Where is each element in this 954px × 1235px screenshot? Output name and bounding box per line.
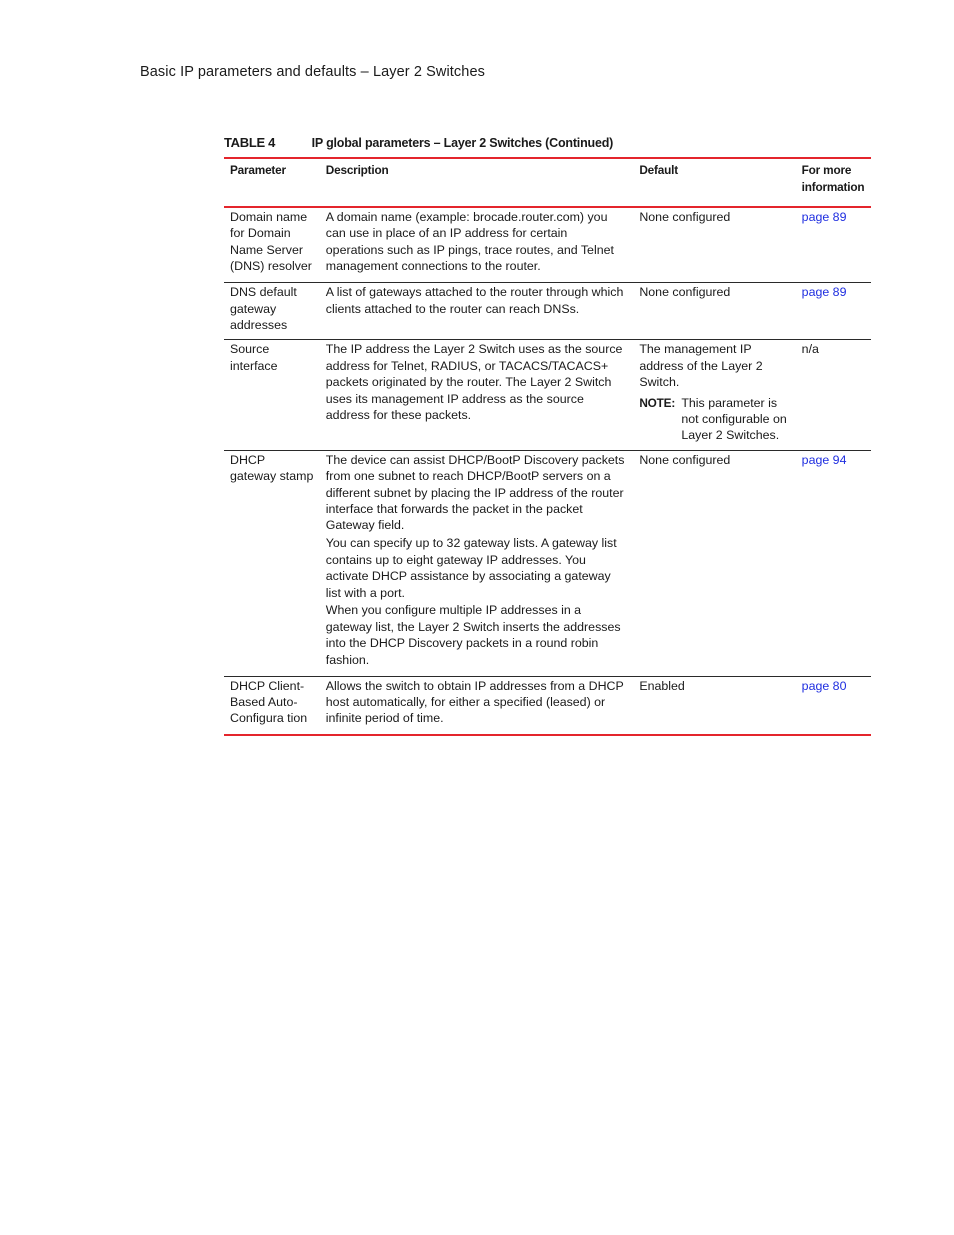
- note-block: [639, 395, 789, 444]
- table-row: [224, 207, 871, 283]
- note-label: NOTE:: [639, 395, 676, 410]
- table-caption: [224, 135, 613, 150]
- description-paragraph: When you configure multiple IP addresses in a gateway list, the Layer 2 Switch inserts the addresses into the DHCP Discovery packets in a round robin fashion.: [325, 603, 621, 667]
- table-row: [224, 450, 871, 676]
- cell-default: None configured: [633, 450, 795, 676]
- cell-default: Enabled: [633, 676, 795, 735]
- cell-more-info: n/a: [796, 340, 871, 450]
- cell-default: None configured: [633, 207, 795, 283]
- table-row: [224, 676, 871, 735]
- page-link[interactable]: page 89: [801, 285, 847, 300]
- ip-parameters-table: [224, 157, 871, 736]
- header-description: Description: [320, 158, 634, 207]
- cell-default: [633, 340, 795, 450]
- table-row: [224, 283, 871, 340]
- page-link[interactable]: page 89: [801, 210, 847, 224]
- table-title: IP global parameters – Layer 2 Switches (Continued): [311, 136, 614, 150]
- header-more-info: For more information: [796, 158, 871, 207]
- cell-parameter: Domain name for Domain Name Server (DNS) resolver: [224, 207, 320, 283]
- table-row: [224, 340, 871, 450]
- cell-default: None configured: [633, 283, 795, 340]
- description-paragraph: A list of gateways attached to the router through which clients attached to the router can reach DNSs.: [325, 285, 624, 316]
- running-header: Basic IP parameters and defaults – Layer 2 Switches: [140, 64, 485, 80]
- note-text: This parameter is not configurable on Layer 2 Switches.: [681, 395, 787, 443]
- description-paragraph: You can specify up to 32 gateway lists. A gateway list contains up to eight gateway IP addresses. You activate DHCP assistance by associating a gateway list with a port.: [325, 536, 617, 600]
- cell-more-info: [796, 207, 871, 283]
- page-link[interactable]: page 80: [801, 678, 847, 693]
- table-number: TABLE 4: [224, 135, 276, 150]
- page-link[interactable]: page 94: [801, 452, 847, 467]
- cell-description: [320, 207, 634, 283]
- header-parameter: Parameter: [224, 158, 320, 207]
- description-paragraph: The IP address the Layer 2 Switch uses as the source address for Telnet, RADIUS, or TACACS/TACACS+ packets originated by the router. The Layer 2 Switch uses its management IP address as the source address for these packets.: [325, 342, 623, 422]
- cell-description: [320, 676, 634, 735]
- cell-parameter: DNS default gateway addresses: [224, 283, 320, 340]
- cell-description: [320, 283, 634, 340]
- cell-description: [320, 340, 634, 450]
- cell-parameter: DHCP gateway stamp: [224, 450, 320, 676]
- cell-more-info: [796, 283, 871, 340]
- cell-more-info: [796, 450, 871, 676]
- description-paragraph: A domain name (example: brocade.router.com) you can use in place of an IP address for certain operations such as IP pings, trace routes, and Telnet management connections to the router.: [325, 210, 614, 274]
- cell-more-info: [796, 676, 871, 735]
- description-paragraph: Allows the switch to obtain IP addresses from a DHCP host automatically, for either a specified (leased) or infinite period of time.: [325, 678, 624, 726]
- default-value: The management IP address of the Layer 2 Switch.: [639, 342, 763, 390]
- description-paragraph: The device can assist DHCP/BootP Discovery packets from one subnet to reach DHCP/BootP servers on a different subnet by placing the IP address of the router interface that forwards the packet in the packet Gateway field.: [325, 452, 625, 533]
- cell-parameter: Source interface: [224, 340, 320, 450]
- table-header-row: [224, 158, 871, 207]
- header-default: Default: [633, 158, 795, 207]
- cell-description: [320, 450, 634, 676]
- cell-parameter: DHCP Client-Based Auto-Configura tion: [224, 676, 320, 735]
